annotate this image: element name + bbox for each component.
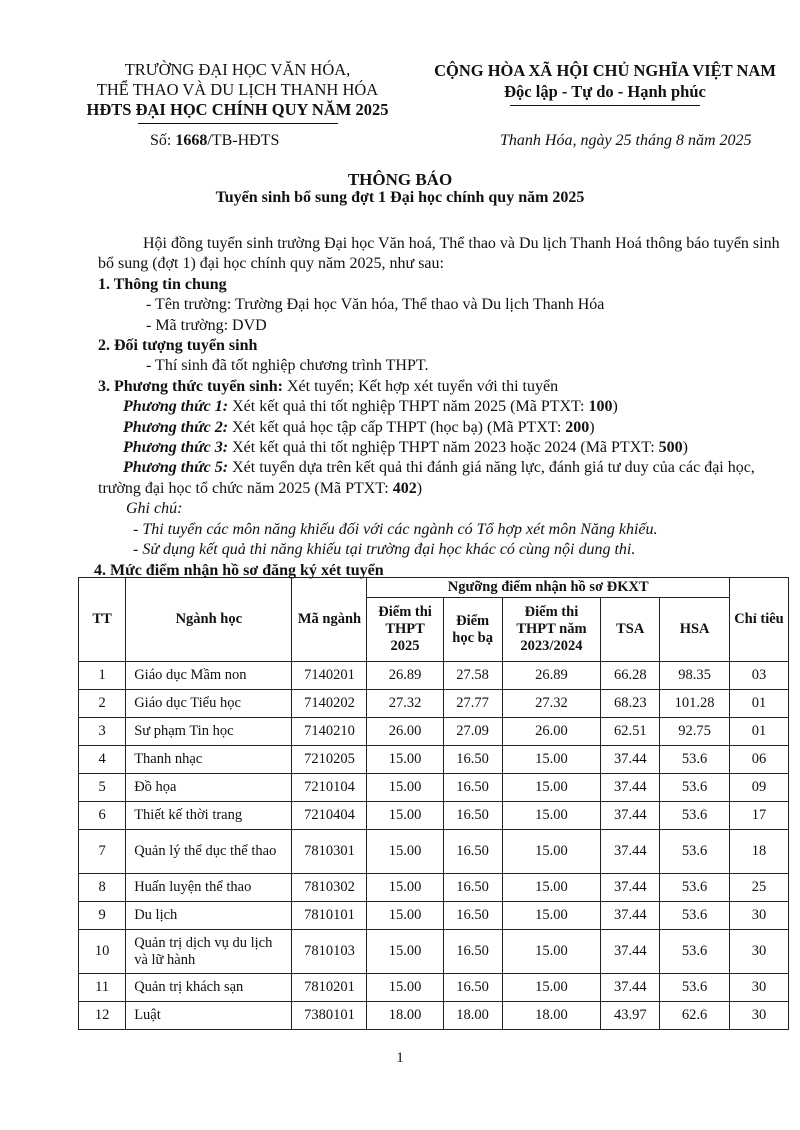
cell-thpt2025: 15.00 [367,830,443,874]
cell-hocba: 16.50 [443,774,502,802]
table-row [79,930,789,974]
cell-quota: 30 [729,902,788,930]
document-subtitle: Tuyển sinh bổ sung đợt 1 Đại học chính quy năm 2025 [215,189,585,206]
cell-thpt2324: 26.00 [502,718,601,746]
cell-major: Đồ họa [126,774,292,802]
table-row [79,974,789,1002]
method-3 [98,438,788,458]
cell-quota: 06 [729,746,788,774]
section-2-item-1: - Thí sinh đã tốt nghiệp chương trình THPT. [146,357,429,375]
col-header-thpt2324: Điểm thi THPT năm 2023/2024 [502,598,601,662]
cell-thpt2025: 26.89 [367,662,443,690]
cell-thpt2025: 27.32 [367,690,443,718]
cell-thpt2324: 18.00 [502,1002,601,1030]
cell-hocba: 27.58 [443,662,502,690]
cell-quota: 01 [729,690,788,718]
table-row [79,902,789,930]
section-4-heading: 4. Mức điểm nhận hồ sơ đăng ký xét tuyển [94,561,384,579]
cell-quota: 17 [729,802,788,830]
doc-number-suffix: /TB-HĐTS [207,132,280,149]
cell-code: 7810201 [292,974,367,1002]
method-text: Xét kết quả học tập cấp THPT (học bạ) (Mã PTXT: [228,418,566,436]
cell-thpt2324: 15.00 [502,774,601,802]
method-code: 500 [658,439,683,457]
cell-major: Luật [126,1002,292,1030]
cell-tt: 8 [79,874,126,902]
note-1: - Thi tuyển các môn năng khiếu đối với các ngành có Tổ hợp xét môn Năng khiếu. [133,520,658,538]
col-header-thpt2025: Điểm thi THPT 2025 [367,598,443,662]
cell-hsa: 53.6 [660,802,730,830]
method-text: Xét kết quả thi tốt nghiệp THPT năm 2025 (Mã PTXT: [228,398,589,416]
cell-hsa: 53.6 [660,902,730,930]
cell-tsa: 37.44 [601,902,660,930]
cell-hsa: 53.6 [660,874,730,902]
cell-tt: 7 [79,830,126,874]
cell-thpt2324: 15.00 [502,874,601,902]
cell-code: 7210205 [292,746,367,774]
method-end: ) [589,418,595,436]
national-motto: Độc lập - Tự do - Hạnh phúc [504,82,706,101]
cell-tt: 1 [79,662,126,690]
issuer-line-1: TRƯỜNG ĐẠI HỌC VĂN HÓA, [124,60,351,79]
method-label: Phương thức 2: [123,418,229,436]
table-row [79,774,789,802]
cell-thpt2025: 15.00 [367,974,443,1002]
cell-tsa: 37.44 [601,774,660,802]
method-code: 402 [392,479,417,497]
cell-quota: 30 [729,974,788,1002]
cell-tt: 9 [79,902,126,930]
document-title: THÔNG BÁO [347,170,453,189]
cell-thpt2324: 15.00 [502,974,601,1002]
cell-major: Giáo dục Mầm non [126,662,292,690]
cell-major: Quản trị khách sạn [126,974,292,1002]
cell-quota: 01 [729,718,788,746]
document-body [94,234,788,581]
cell-major: Giáo dục Tiểu học [126,690,292,718]
note-label: Ghi chú: [126,500,183,518]
method-5 [98,458,788,499]
section-3-heading-rest: Xét tuyển; Kết hợp xét tuyển với thi tuyển [282,377,559,395]
cell-thpt2025: 18.00 [367,1002,443,1030]
cell-hocba: 16.50 [443,930,502,974]
cell-hocba: 27.09 [443,718,502,746]
section-2-heading: 2. Đối tượng tuyển sinh [98,337,258,355]
cell-code: 7380101 [292,1002,367,1030]
method-text: Xét tuyển dựa trên kết quả thi đánh giá năng lực, đánh giá tư duy của các đại học, trường đại học tổ chức năm 2025 (Mã PTXT: [98,459,755,497]
issuer-block [60,60,415,124]
cell-tt: 11 [79,974,126,1002]
national-title: CỘNG HÒA XÃ HỘI CHỦ NGHĨA VIỆT NAM [434,61,776,80]
cell-hocba: 16.50 [443,874,502,902]
cell-hocba: 16.50 [443,902,502,930]
col-header-major: Ngành học [126,578,292,662]
cell-tsa: 43.97 [601,1002,660,1030]
dateline: Thanh Hóa, ngày 25 tháng 8 năm 2025 [500,132,752,149]
cell-quota: 03 [729,662,788,690]
table-row [79,1002,789,1030]
table-row [79,830,789,874]
section-1-heading: 1. Thông tin chung [98,275,227,293]
cell-thpt2324: 15.00 [502,930,601,974]
document-number [150,132,279,150]
cell-tsa: 68.23 [601,690,660,718]
cell-hocba: 18.00 [443,1002,502,1030]
doc-number-prefix: Số: [150,132,176,149]
cell-quota: 30 [729,930,788,974]
method-label: Phương thức 5: [123,459,229,477]
cell-hocba: 27.77 [443,690,502,718]
cell-thpt2324: 15.00 [502,746,601,774]
table-row [79,874,789,902]
method-1 [98,397,788,417]
col-header-tt: TT [79,578,126,662]
cell-major: Thiết kế thời trang [126,802,292,830]
method-label: Phương thức 1: [123,398,229,416]
cell-major: Quản trị dịch vụ du lịch và lữ hành [126,930,292,974]
cell-quota: 09 [729,774,788,802]
col-header-code: Mã ngành [292,578,367,662]
cell-hsa: 53.6 [660,746,730,774]
cell-thpt2324: 27.32 [502,690,601,718]
cell-thpt2025: 15.00 [367,930,443,974]
cell-major: Thanh nhạc [126,746,292,774]
cell-code: 7140210 [292,718,367,746]
method-end: ) [612,398,618,416]
method-code: 200 [565,418,590,436]
method-end: ) [682,439,688,457]
cell-tt: 6 [79,802,126,830]
method-end: ) [416,479,423,497]
cell-tsa: 37.44 [601,830,660,874]
method-label: Phương thức 3: [123,439,229,457]
col-header-hocba: Điểm học bạ [443,598,502,662]
cell-hsa: 53.6 [660,830,730,874]
section-3-heading: 3. Phương thức tuyển sinh: [98,377,283,395]
cell-thpt2025: 15.00 [367,746,443,774]
cell-hocba: 16.50 [443,802,502,830]
table-row [79,662,789,690]
cell-tt: 12 [79,1002,126,1030]
cell-major: Sư phạm Tin học [126,718,292,746]
page-number: 1 [396,1050,404,1066]
cell-hocba: 16.50 [443,830,502,874]
cell-quota: 30 [729,1002,788,1030]
table-row [79,802,789,830]
cell-thpt2025: 15.00 [367,774,443,802]
cell-hsa: 53.6 [660,774,730,802]
section-1-item-2: - Mã trường: DVD [146,316,267,334]
cell-hsa: 53.6 [660,930,730,974]
cell-code: 7210104 [292,774,367,802]
col-header-tsa: TSA [601,598,660,662]
cell-code: 7140201 [292,662,367,690]
section-1-item-1: - Tên trường: Trường Đại học Văn hóa, Thể thao và Du lịch Thanh Hóa [146,296,605,314]
motto-underline [510,105,700,106]
cell-quota: 18 [729,830,788,874]
cell-major: Du lịch [126,902,292,930]
cell-tsa: 37.44 [601,874,660,902]
intro-paragraph: Hội đồng tuyển sinh trường Đại học Văn hoá, Thể thao và Du lịch Thanh Hoá thông báo tuyển sinh bổ sung (đợt 1) đại học chính quy năm 2025, như sau: [98,235,780,273]
col-header-quota: Chỉ tiêu [729,578,788,662]
cell-code: 7210404 [292,802,367,830]
cell-hocba: 16.50 [443,974,502,1002]
table-row [79,690,789,718]
cell-tt: 2 [79,690,126,718]
score-threshold-table [78,577,789,1030]
method-2 [98,418,788,438]
cell-tsa: 37.44 [601,930,660,974]
note-2: - Sử dụng kết quả thi năng khiếu tại trường đại học khác có cùng nội dung thi. [133,541,636,559]
cell-tt: 5 [79,774,126,802]
cell-code: 7140202 [292,690,367,718]
national-motto-block [430,60,780,106]
cell-thpt2324: 15.00 [502,902,601,930]
issuer-line-3: HĐTS ĐẠI HỌC CHÍNH QUY NĂM 2025 [86,100,389,119]
cell-hocba: 16.50 [443,746,502,774]
issuer-line-2: THỂ THAO VÀ DU LỊCH THANH HÓA [96,80,379,99]
doc-number-value: 1668 [175,132,208,149]
cell-tsa: 37.44 [601,974,660,1002]
cell-thpt2025: 15.00 [367,902,443,930]
cell-major: Quản lý thể dục thể thao [126,830,292,874]
table-body [79,662,789,1030]
cell-major: Huấn luyện thể thao [126,874,292,902]
cell-tsa: 37.44 [601,746,660,774]
cell-tt: 3 [79,718,126,746]
cell-code: 7810302 [292,874,367,902]
cell-thpt2025: 26.00 [367,718,443,746]
cell-code: 7810101 [292,902,367,930]
cell-tsa: 62.51 [601,718,660,746]
issuer-underline [138,123,338,124]
cell-hsa: 98.35 [660,662,730,690]
cell-thpt2324: 26.89 [502,662,601,690]
cell-hsa: 101.28 [660,690,730,718]
cell-thpt2324: 15.00 [502,830,601,874]
section-3-heading-line [98,377,788,397]
table-row [79,746,789,774]
cell-tt: 4 [79,746,126,774]
cell-tsa: 66.28 [601,662,660,690]
col-header-hsa: HSA [660,598,730,662]
cell-thpt2324: 15.00 [502,802,601,830]
cell-hsa: 62.6 [660,1002,730,1030]
col-header-group: Ngưỡng điểm nhận hồ sơ ĐKXT [367,578,729,598]
cell-code: 7810301 [292,830,367,874]
cell-hsa: 53.6 [660,974,730,1002]
cell-thpt2025: 15.00 [367,802,443,830]
cell-thpt2025: 15.00 [367,874,443,902]
cell-code: 7810103 [292,930,367,974]
method-text: Xét kết quả thi tốt nghiệp THPT năm 2023 hoặc 2024 (Mã PTXT: [228,439,659,457]
cell-tsa: 37.44 [601,802,660,830]
cell-tt: 10 [79,930,126,974]
method-code: 100 [588,398,613,416]
cell-quota: 25 [729,874,788,902]
cell-hsa: 92.75 [660,718,730,746]
table-row [79,718,789,746]
